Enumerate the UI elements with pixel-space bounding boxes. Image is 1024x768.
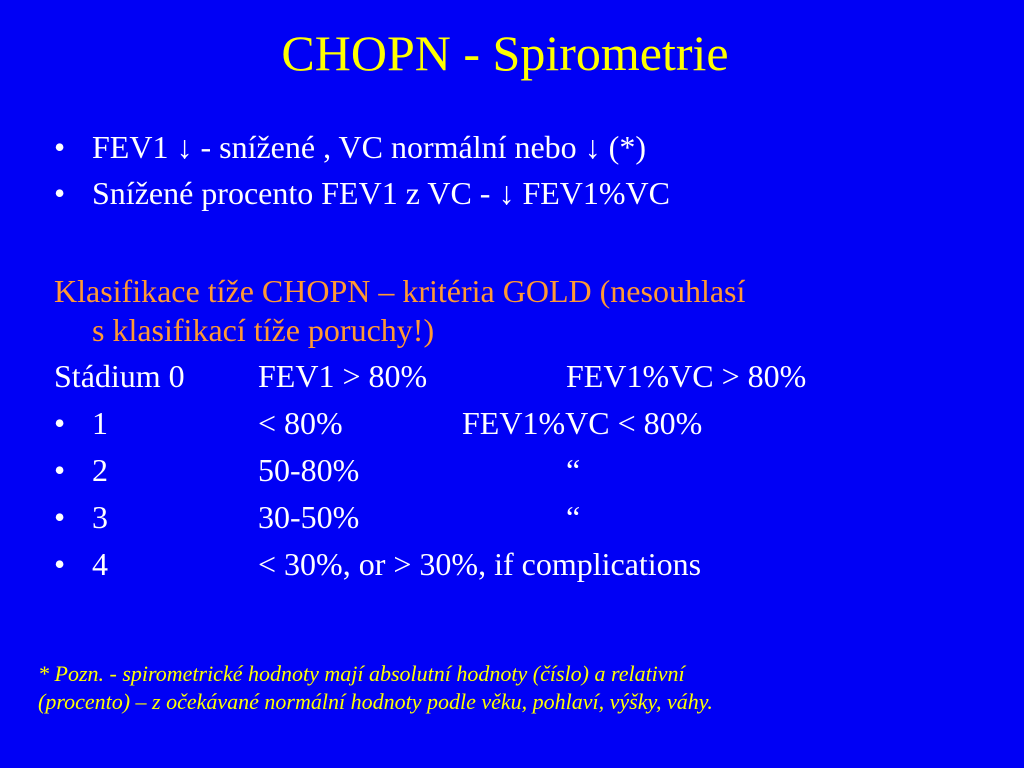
classification-heading-line2: s klasifikací tíže poruchy!) bbox=[92, 312, 435, 348]
stage-ratio: “ bbox=[566, 499, 581, 535]
footnote-line2: (procento) – z očekávané normální hodnoty podle věku, pohlaví, výšky, váhy. bbox=[38, 688, 713, 714]
stage-number: 1 bbox=[92, 405, 108, 441]
stage-0-ratio: FEV1%VC > 80% bbox=[566, 358, 807, 394]
bullet-text: Snížené procento FEV1 z VC - ↓ FEV1%VC bbox=[92, 175, 670, 211]
bullet-marker: • bbox=[54, 175, 66, 211]
stage-fev1: < 80% bbox=[258, 405, 343, 441]
stage-number: 2 bbox=[92, 452, 108, 488]
bullet-text: FEV1 ↓ - snížené , VC normální nebo ↓ (*) bbox=[92, 129, 646, 165]
footnote bbox=[38, 660, 998, 716]
stage-0-fev1: FEV1 > 80% bbox=[258, 358, 428, 394]
bullet-marker: • bbox=[54, 405, 66, 441]
classification-heading-line1: Klasifikace tíže CHOPN – kritéria GOLD (nesouhlasí bbox=[54, 273, 746, 309]
stage-ratio: FEV1%VC < 80% bbox=[462, 405, 703, 441]
footnote-line1: * Pozn. - spirometrické hodnoty mají absolutní hodnoty (číslo) a relativní bbox=[38, 661, 685, 686]
stage-number: 4 bbox=[92, 546, 108, 582]
bullet-marker: • bbox=[54, 452, 66, 488]
bullet-marker: • bbox=[54, 546, 66, 582]
slide-title: CHOPN - Spirometrie bbox=[281, 25, 729, 81]
stage-ratio: “ bbox=[566, 452, 581, 488]
bullet-marker: • bbox=[54, 129, 66, 165]
stage-0-label: Stádium 0 bbox=[54, 358, 185, 394]
stage-fev1: 50-80% bbox=[258, 452, 360, 488]
bullet-marker: • bbox=[54, 499, 66, 535]
stage-number: 3 bbox=[92, 499, 108, 535]
stage-fev1: 30-50% bbox=[258, 499, 360, 535]
stage-fev1: < 30%, or > 30%, if complications bbox=[258, 546, 702, 582]
